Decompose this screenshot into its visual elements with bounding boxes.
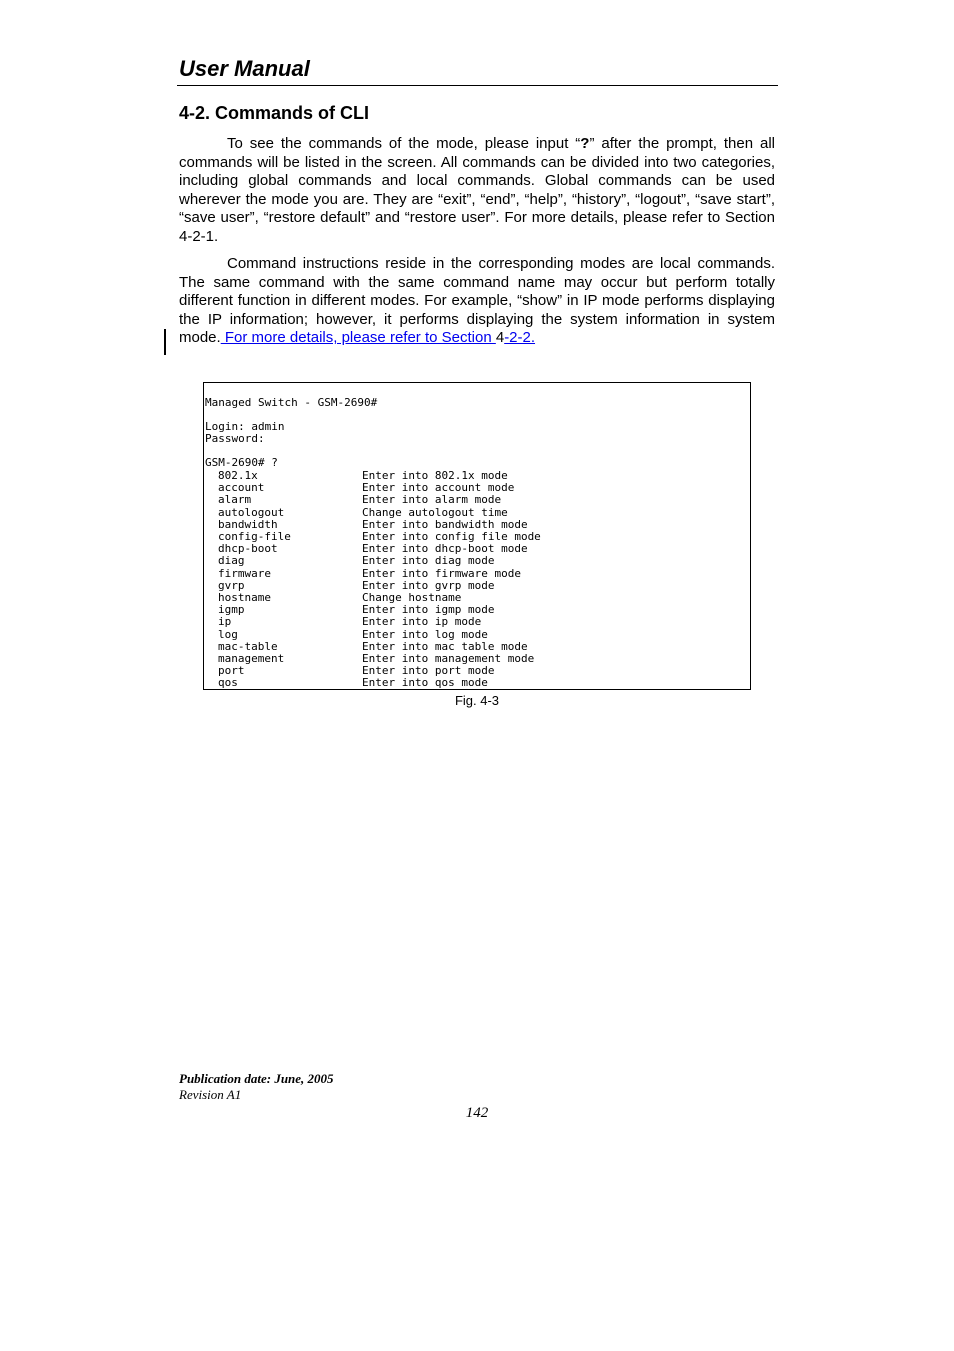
terminal-command-name: log [218,628,238,641]
publication-date: Publication date: June, 2005 [179,1071,334,1086]
terminal-command-description: Enter into dhcp-boot mode [362,542,528,555]
cli-terminal-screenshot [203,382,751,690]
section-heading: 4-2. Commands of CLI [179,103,370,123]
terminal-command-name: alarm [218,493,252,506]
figure-caption: Fig. 4-3 [454,693,500,708]
terminal-command-name: bandwidth [218,518,278,531]
section-reference-number: 4 [495,329,505,347]
terminal-command-description: Enter into log mode [362,628,488,641]
terminal-command-description: Enter into management mode [362,652,535,665]
paragraph-global-commands [179,135,775,247]
terminal-command-description: Enter into igmp mode [362,603,495,616]
terminal-command-description: Enter into bandwidth mode [362,518,528,531]
terminal-command-description: Enter into config file mode [362,530,541,543]
section-reference-link[interactable]: For more details, please refer to Section [220,329,496,347]
terminal-command-name: diag [218,554,245,567]
terminal-banner: Managed Switch - GSM-2690# [205,396,378,409]
terminal-password: Password: [205,432,265,445]
terminal-command-description: Enter into 802.1x mode [362,469,508,482]
terminal-prompt: GSM-2690# ? [205,456,278,469]
terminal-command-name: config-file [218,530,291,543]
terminal-command-description: Change autologout time [362,506,508,519]
terminal-login: Login: admin [205,420,285,433]
revision-label: Revision A1 [179,1087,242,1102]
terminal-command-description: Enter into firmware mode [362,567,521,580]
terminal-command-name: firmware [218,567,271,580]
terminal-command-name: port [218,664,245,677]
terminal-command-description: Enter into diag mode [362,554,495,567]
document-title: User Manual [179,56,310,81]
terminal-command-description: Enter into mac table mode [362,640,528,653]
paragraph1-text-b: ” after the prompt, then all commands will be listed in the screen. All commands can be divided into two categories, including global commands and local commands. Global commands can be used wherever the mode you are. They are “exit”, “end”, “help”, “history”, “logout”, “save start”, “save user”, “restore default” and “restore user”. For more details, please refer to Section 4-2-1. [179,135,775,245]
terminal-command-description: Enter into ip mode [362,615,482,628]
question-mark: ? [580,135,590,152]
terminal-command-name: igmp [218,603,245,616]
terminal-command-name: mac-table [218,640,278,653]
terminal-command-description: Enter into gvrp mode [362,579,495,592]
terminal-command-name: hostname [218,591,271,604]
terminal-command-name: autologout [218,506,285,519]
terminal-command-name: account [218,481,265,494]
terminal-command-name: dhcp-boot [218,542,278,555]
terminal-command-name: qos [218,676,238,689]
terminal-command-description: Enter into port mode [362,664,495,677]
page-number: 142 [465,1105,489,1121]
paragraph2-text: Command instructions reside in the corresponding modes are local commands. The same command with the same command name may occur but perform totally different function in different modes. For example, “show” in IP mode performs displaying the IP information; however, it performs displaying the system information in system mode. [179,255,775,347]
terminal-command-description: Change hostname [362,591,462,604]
terminal-command-name: ip [218,615,232,628]
terminal-command-description: Enter into qos mode [362,676,488,689]
terminal-command-name: gvrp [218,579,245,592]
section-reference-link-tail[interactable]: -2-2. [504,329,536,347]
paragraph-local-commands [179,255,775,348]
paragraph1-text-a: To see the commands of the mode, please input “ [227,135,581,152]
terminal-command-name: management [218,652,285,665]
header-divider [177,85,778,86]
terminal-command-name: 802.1x [218,469,258,482]
terminal-command-description: Enter into alarm mode [362,493,502,506]
revision-change-bar [164,329,166,355]
terminal-command-description: Enter into account mode [362,481,515,494]
